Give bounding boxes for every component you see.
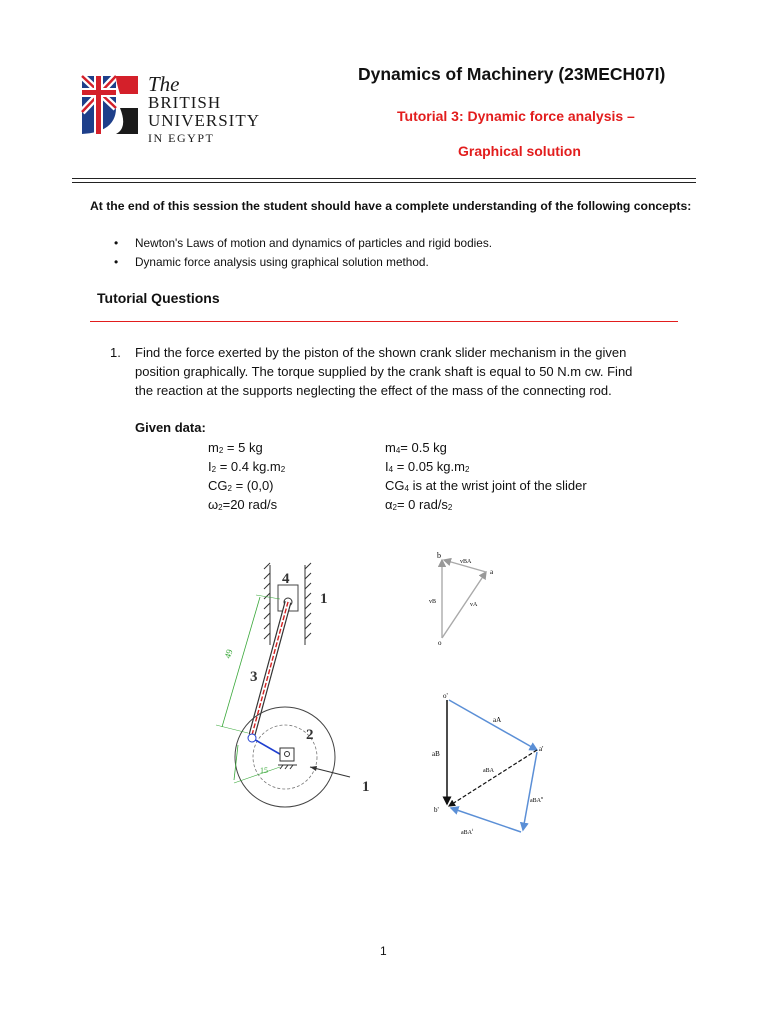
link-number: 3 — [250, 669, 258, 685]
link-number: 1 — [320, 591, 328, 607]
velocity-polygon-figure — [420, 548, 520, 648]
aB-label: aB — [432, 750, 440, 758]
given-cg4: $CG_4$ is at the wrist joint of the slider — [385, 478, 587, 493]
given-m4: $m_4= 0.5$ kg — [385, 440, 447, 455]
point-a-label: a — [490, 568, 494, 576]
course-title: Dynamics of Machinery (23MECH07I) — [358, 64, 666, 84]
dim-length: 49 — [222, 647, 235, 660]
learning-outcomes-intro: At the end of this session the student should have a complete understanding of the following concepts: — [90, 199, 692, 213]
header-divider — [72, 178, 696, 179]
vA-label: vA — [470, 602, 478, 608]
question-text-line: position graphically. The torque supplied by the crank shaft is equal to 50 N.m cw. Find — [135, 364, 633, 379]
vB-label: vB — [429, 599, 437, 605]
aA-label: aA — [493, 716, 502, 724]
vector-aBA-normal — [523, 752, 537, 830]
vBA-label: vBA — [460, 559, 472, 565]
aBA-tangential-label: aBA$^t$ — [461, 827, 474, 836]
given-i2: $I_2 = 0.4$ $kg.m_2$ — [208, 459, 286, 474]
vector-aBA-tangential — [451, 808, 521, 832]
university-name-line2: BRITISH — [148, 93, 222, 112]
aBA-label: aBA — [483, 768, 494, 774]
given-m2: $m_2 = 5$ kg — [208, 440, 263, 455]
acceleration-polygon-figure — [425, 688, 565, 848]
university-name-line3: UNIVERSITY — [148, 111, 260, 130]
vector-aBA — [449, 750, 537, 806]
tutorial-title-line2: Graphical solution — [458, 143, 581, 159]
dim-length: 15 — [260, 766, 268, 775]
point-a-prime-label: a' — [539, 745, 544, 753]
link-number: 1 — [362, 779, 370, 795]
given-omega2: $\omega_2=20$ rad/s — [208, 497, 278, 512]
link-number: 2 — [306, 727, 314, 743]
header-divider — [72, 182, 696, 183]
given-data-label: Given data: — [135, 420, 206, 435]
bullet-marker: • — [114, 255, 119, 269]
question-text-line: the reaction at the supports neglecting the effect of the mass of the connecting rod. — [135, 383, 612, 398]
given-alpha2: $\alpha_2= 0$ rad/$s_2$ — [385, 497, 453, 512]
aBA-normal-label: aBA$^n$ — [530, 795, 543, 804]
university-name-line4: IN EGYPT — [148, 131, 215, 145]
bullet-item: Newton's Laws of motion and dynamics of particles and rigid bodies. — [135, 236, 492, 250]
vector-vA — [442, 572, 486, 638]
link-number: 4 — [282, 571, 290, 587]
section-heading: Tutorial Questions — [97, 290, 220, 306]
point-b-label: b — [437, 551, 441, 560]
point-b-prime-label: b' — [434, 806, 439, 814]
crank-slider-mechanism-figure — [200, 555, 390, 845]
point-o-prime-label: o' — [443, 692, 448, 700]
point-o-label: o — [438, 639, 442, 647]
given-cg2: $CG_2 = (0,0)$ — [208, 478, 274, 493]
given-i4: $I_4 = 0.05$ $kg.m_2$ — [385, 459, 470, 474]
university-name-line1: The — [148, 72, 180, 96]
university-logo — [80, 72, 140, 138]
page-number: 1 — [380, 944, 387, 958]
vector-aA — [449, 700, 537, 750]
bullet-item: Dynamic force analysis using graphical solution method. — [135, 255, 429, 269]
section-divider — [90, 321, 678, 322]
question-text-line: Find the force exerted by the piston of the shown crank slider mechanism in the given — [135, 345, 627, 360]
question-number: 1. — [110, 345, 121, 360]
crank-pin — [248, 734, 256, 742]
bullet-marker: • — [114, 236, 119, 250]
tutorial-title-line1: Tutorial 3: Dynamic force analysis – — [397, 108, 635, 124]
